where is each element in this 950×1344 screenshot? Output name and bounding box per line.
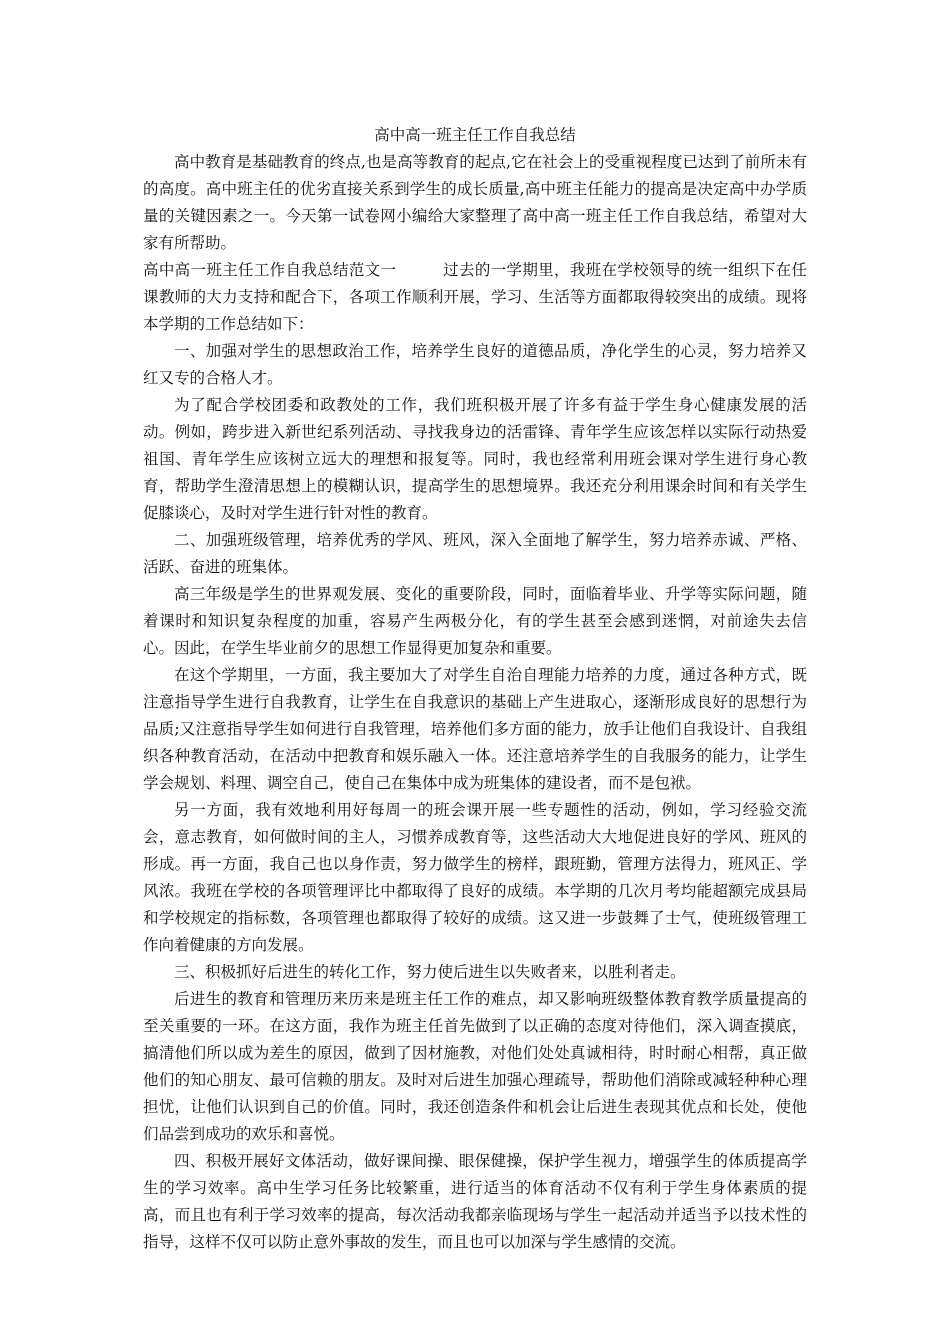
- body-paragraph: 三、积极抓好后进生的转化工作，努力使后进生以失败者来，以胜利者走。: [174, 963, 686, 981]
- body-paragraph: 四、积极开展好文体活动，做好课间操、眼保健操，保护学生视力，增强学生的体质提高学生的学习效率。高中生学习任务比较繁重，进行适当的体育活动不仅有利于学生身体素质的提高，而且也有利于学习效率的提高，每次活动我都亲临现场与学生一起活动并适当予以技术性的指导，这样不仅可以防止意外事故的发生，而且也可以加深与学生感情的交流。: [143, 1152, 807, 1251]
- body-paragraph: 二、加强班级管理，培养优秀的学风、班风，深入全面地了解学生，努力培养赤诚、严格、活跃、奋进的班集体。: [143, 531, 807, 576]
- body-paragraph: 另一方面，我有效地利用好每周一的班会课开展一些专题性的活动，例如，学习经验交流会，意志教育，如何做时间的主人，习惯养成教育等，这些活动大大地促进良好的学风、班风的形成。再一方面，我自己也以身作责，努力做学生的榜样，跟班勤，管理方法得力，班风正、学风浓。我班在学校的各项管理评比中都取得了良好的成绩。本学期的几次月考均能超额完成县局和学校规定的指标数，各项管理也都取得了较好的成绩。这又进一步鼓舞了士气，使班级管理工作向着健康的方向发展。: [143, 801, 807, 954]
- sample-paragraph: [143, 257, 807, 338]
- body-paragraph: 后进生的教育和管理历来历来是班主任工作的难点，却又影响班级整体教育教学质量提高的至关重要的一环。在这方面，我作为班主任首先做到了以正确的态度对待他们，深入调查摸底，搞清他们所以成为差生的原因，做到了因材施教，对他们处处真诚相待，时时耐心相帮，真正做他们的知心朋友、最可信赖的朋友。及时对后进生加强心理疏导，帮助他们消除或减轻种种心理担忧，让他们认识到自己的价值。同时，我还创造条件和机会让后进生表现其优点和长处，使他们品尝到成功的欢乐和喜悦。: [143, 990, 807, 1143]
- body-paragraph: 高三年级是学生的世界观发展、变化的重要阶段，同时，面临着毕业、升学等实际问题，随着课时和知识复杂程度的加重，容易产生两极分化，有的学生甚至会感到迷惘，对前途失去信心。因此，在学生毕业前夕的思想工作显得更加复杂和重要。: [143, 585, 807, 657]
- intro-paragraph: 高中教育是基础教育的终点,也是高等教育的起点,它在社会上的受重视程度已达到了前所未有的高度。高中班主任的优劣直接关系到学生的成长质量,高中班主任能力的提高是决定高中办学质量的关键因素之一。今天第一试卷网小编给大家整理了高中高一班主任工作自我总结，希望对大家有所帮助。: [143, 153, 807, 252]
- body-paragraph: 在这个学期里，一方面，我主要加大了对学生自治自理能力培养的力度，通过各种方式，既注意指导学生进行自我教育，让学生在自我意识的基础上产生进取心，逐渐形成良好的思想行为品质;又注意指导学生如何进行自我管理，培养他们多方面的能力，放手让他们自我设计、自我组织各种教育活动，在活动中把教育和娱乐融入一体。还注意培养学生的自我服务的能力，让学生学会规划、料理、调空自己，使自己在集体中成为班集体的建设者，而不是包袱。: [143, 666, 807, 792]
- sample-opening: 过去的一学期里，我班在学校领导的统一组织下在任课教师的大力支持和配合下，各项工作顺利开展，学习、生活等方面都取得较突出的成绩。现将本学期的工作总结如下：: [143, 261, 807, 333]
- document-title: 高中高一班主任工作自我总结: [374, 126, 576, 144]
- document-page: [143, 122, 807, 1256]
- sample-heading: 高中高一班主任工作自我总结范文一: [143, 261, 397, 279]
- body-paragraph: 为了配合学校团委和政教处的工作，我们班积极开展了许多有益于学生身心健康发展的活动。例如，跨步进入新世纪系列活动、寻找我身边的活雷锋、青年学生应该怎样以实际行动热爱祖国、青年学生应该树立远大的理想和报复等。同时，我也经常利用班会课对学生进行身心教育，帮助学生澄清思想上的模糊认识，提高学生的思想境界。我还充分利用课余时间和有关学生促膝谈心，及时对学生进行针对性的教育。: [143, 396, 807, 522]
- body-paragraph: 一、加强对学生的思想政治工作，培养学生良好的道德品质，净化学生的心灵，努力培养又红又专的合格人才。: [143, 342, 807, 387]
